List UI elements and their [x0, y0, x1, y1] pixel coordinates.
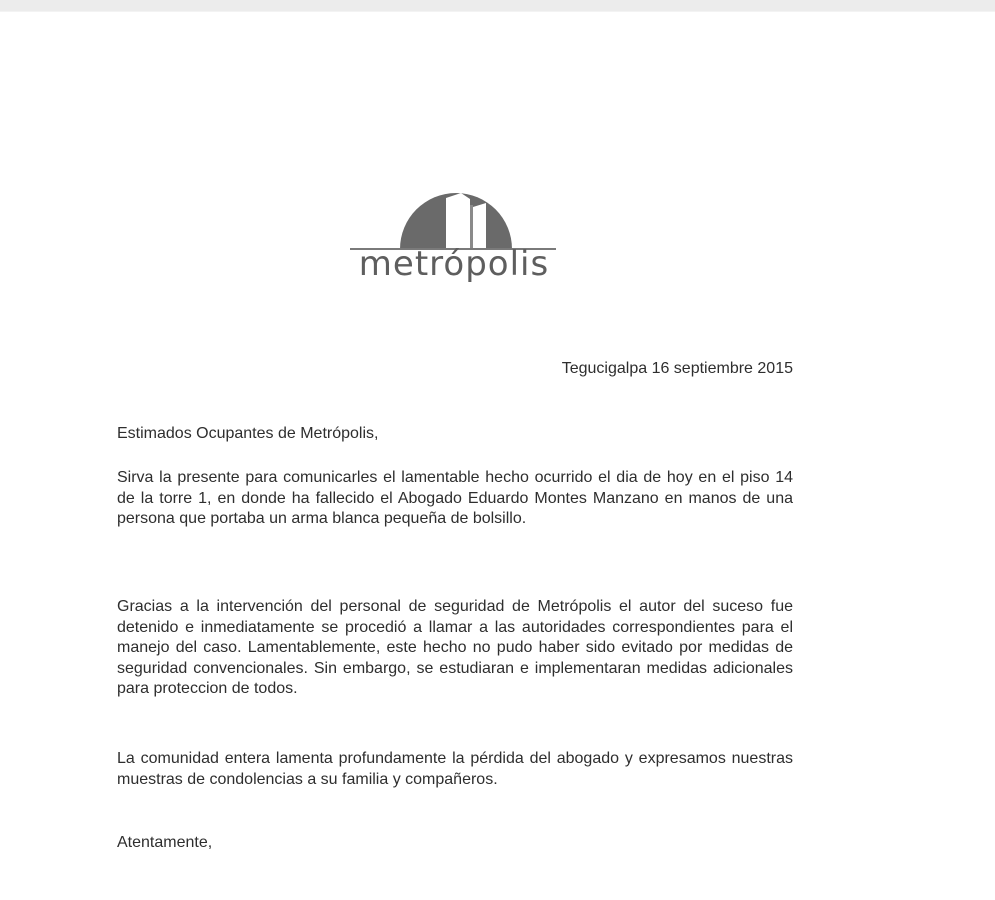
paragraph-condolences: La comunidad entera lamenta profundamente la pérdida del abogado y expresamos nuestras muestras de condolencias a su familia y compañeros.: [117, 750, 793, 788]
salutation: Estimados Ocupantes de Metrópolis,: [117, 425, 379, 442]
metropolis-logo: [348, 181, 560, 291]
top-edge-bar: [0, 0, 995, 12]
closing: Atentamente,: [117, 834, 213, 851]
brand-wordmark: metrópolis: [358, 244, 550, 284]
paragraph-incident: Sirva la presente para comunicarles el lamentable hecho ocurrido el dia de hoy en el piso 14 de la torre 1, en donde ha fallecido el Abogado Eduardo Montes Manzano en manos de una persona que portaba un arma blanca pequeña de bolsillo.: [117, 469, 793, 527]
dome-towers-icon: [348, 181, 560, 251]
letter-date: Tegucigalpa 16 septiembre 2015: [561, 360, 793, 377]
paragraph-security: Gracias a la intervención del personal de seguridad de Metrópolis el autor del suceso fue detenido e inmediatamente se procedió a llamar a las autoridades correspondientes para el manejo del caso. Lamentablemente, este hecho no pudo haber sido evitado por medidas de seguridad convencionales. Sin embargo, se estudiaran e implementaran medidas adicionales para proteccion de todos.: [117, 598, 793, 697]
